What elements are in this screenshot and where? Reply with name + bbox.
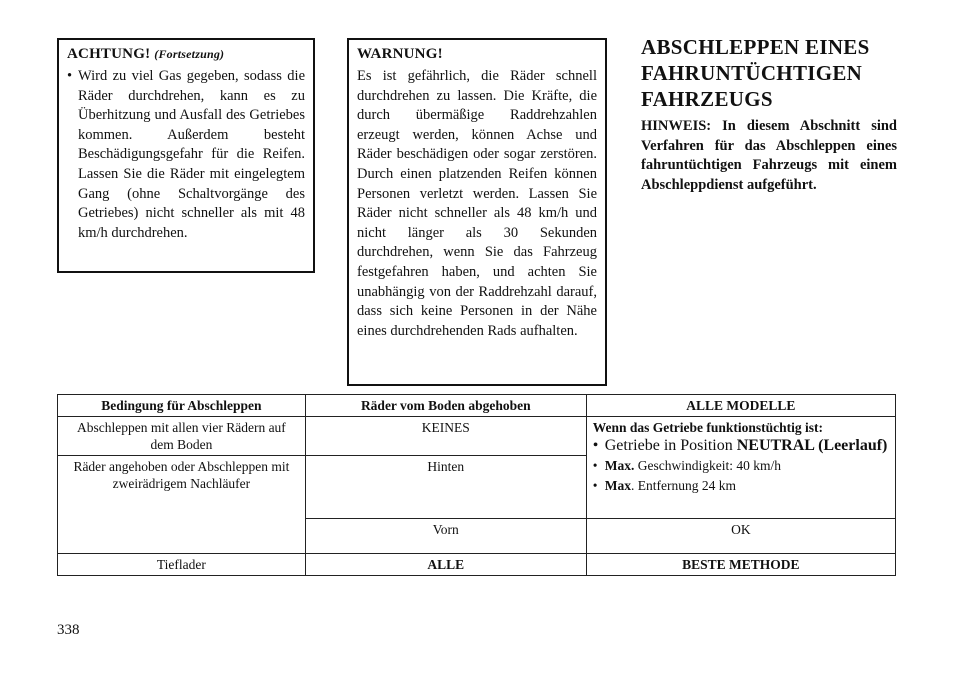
section-heading-line: FAHRUNTÜCHTIGEN	[641, 61, 863, 85]
section-heading-line: ABSCHLEPPEN EINES	[641, 35, 870, 59]
cell-result: BESTE METHODE	[586, 554, 895, 576]
cell-wheels: Hinten	[305, 456, 586, 519]
cell-wheels: KEINES	[305, 417, 586, 456]
cell-result: OK	[586, 519, 895, 554]
cell-condition: Tieflader	[58, 554, 306, 576]
condition-emphasis: NEUTRAL (Leerlauf)	[736, 437, 888, 454]
table-row	[58, 554, 896, 576]
bullet-icon: •	[592, 437, 599, 454]
bullet-icon: •	[592, 478, 598, 493]
page-number: 338	[57, 622, 80, 638]
cell-condition: Räder angehoben oder Abschleppen mit zweirädrigem Nachläufer	[58, 456, 306, 554]
caution-title	[67, 46, 305, 63]
caution-bullet-text: Wird zu viel Gas gegeben, sodass die Räder durchdrehen, kann es zu Überhitzung und Ausfall des Getriebes kommen. Außerdem besteht Beschädigungsgefahr für die Reifen. Lassen Sie die Räder mit eingelegtem Gang (ohne Schaltvorgänge des Getriebes) nicht schneller als mit 48 km/h durchdrehen.	[78, 68, 305, 241]
towing-table	[57, 394, 896, 576]
warning-text: Es ist gefährlich, die Räder schnell durchdrehen zu lassen. Die Kräfte, die durch übermäßige Raddrehzahlen erzeugt werden, können Achse und Räder beschädigen oder sogar zerstören. Durch einen platzenden Reifen können Personen verletzt werden. Lassen Sie Räder nicht schneller als 48 km/h und nicht länger als 30 Sekunden durchdrehen, wenn Sie das Fahrzeug festgefahren haben, und achten Sie unabhängig von der Raddrehzahl darauf, dass sich keine Personen in der Nähe eines durchdrehenden Rads aufhalten.	[357, 68, 597, 339]
header-all-models: ALLE MODELLE	[586, 395, 895, 417]
bullet-icon: •	[67, 68, 73, 84]
warning-title: WARNUNG!	[357, 46, 443, 62]
section-heading	[641, 34, 901, 112]
list-item	[593, 436, 889, 456]
table-row	[58, 417, 896, 456]
list-item	[593, 476, 889, 496]
header-condition: Bedingung für Abschleppen	[58, 395, 306, 417]
section-note: HINWEIS: In diesem Abschnitt sind Verfahren für das Abschleppen eines fahruntüchtigen Fahrzeugs mit einem Abschleppdienst aufgeführt.	[641, 118, 897, 193]
cell-condition: Abschleppen mit allen vier Rädern auf dem Boden	[58, 417, 306, 456]
header-wheels: Räder vom Boden abgehoben	[305, 395, 586, 417]
condition-emphasis: Max.	[604, 458, 635, 473]
caution-subtitle: (Fortsetzung)	[154, 47, 225, 61]
condition-text: . Entfernung 24 km	[630, 478, 736, 493]
caution-title-text: ACHTUNG!	[67, 46, 151, 62]
condition-text: Getriebe in Position	[604, 437, 737, 454]
section-heading-line: FAHRZEUGS	[641, 87, 773, 111]
table-header-row	[58, 395, 896, 417]
caution-bullet	[67, 67, 305, 243]
conditions-title: Wenn das Getriebe funktionstüchtig ist:	[592, 420, 824, 435]
caution-box	[57, 38, 315, 273]
cell-wheels: Vorn	[305, 519, 586, 554]
condition-emphasis: Max	[604, 478, 631, 493]
list-item	[593, 456, 889, 476]
condition-text: Geschwindigkeit: 40 km/h	[634, 458, 781, 473]
conditions-list	[593, 436, 889, 496]
bullet-icon: •	[592, 458, 598, 473]
warning-box	[347, 38, 607, 386]
cell-wheels: ALLE	[305, 554, 586, 576]
cell-conditions-list	[586, 417, 895, 519]
